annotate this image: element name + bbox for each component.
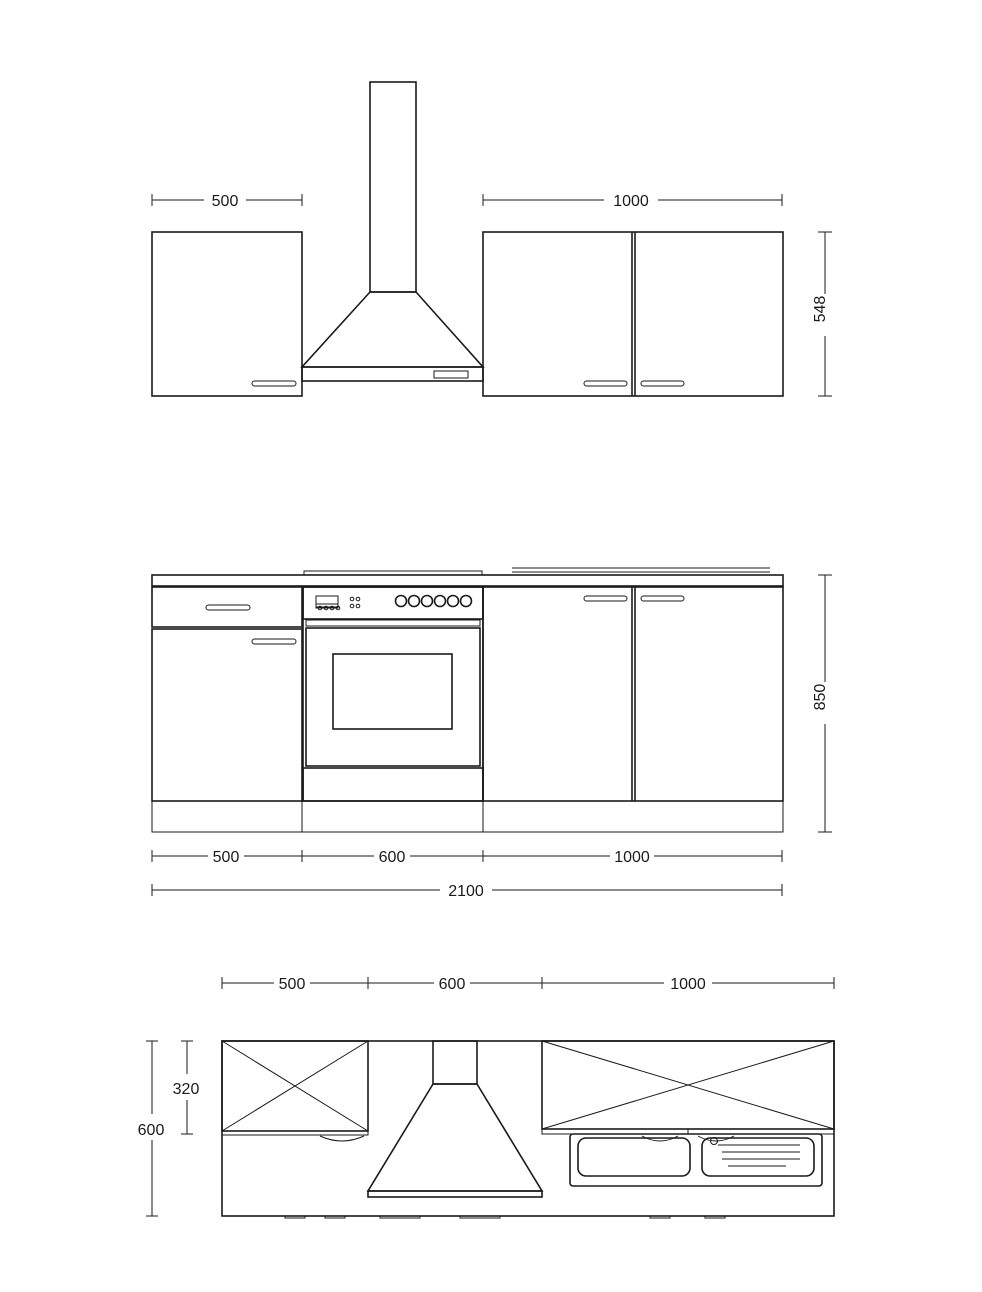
plan-extractor-hood [368,1041,542,1197]
door-handle [252,639,296,644]
dim-label: 2100 [448,883,484,900]
plinth [152,801,783,832]
oven-drawer [303,768,483,801]
dim-label: 548 [812,295,829,323]
dim-label: 1000 [613,193,649,210]
dim-total-width [152,883,782,900]
dim-upper-right-width [483,193,782,210]
dim-base-widths [152,849,782,866]
oven-door [306,628,480,766]
dim-label: 1000 [614,849,650,866]
dim-plan-depths [138,1041,200,1216]
dim-label: 500 [278,976,306,993]
oven-door-handle [306,620,480,626]
oven-unit [303,587,483,801]
dim-label: 320 [172,1081,200,1098]
oven-control-panel [303,587,483,619]
dim-label: 600 [438,976,466,993]
base-cabinet-left [152,587,302,801]
dim-upper-left-width [152,193,302,210]
oven-knobs [396,596,472,607]
cabinet-handle [252,381,296,386]
door-handle [641,596,684,601]
dim-upper-height [812,232,832,396]
handle-outline [320,1136,364,1141]
oven-display [316,596,338,607]
wall-cabinet-right-double [483,232,783,396]
plan-view [138,976,834,1218]
plan-sink [570,1134,822,1186]
cabinet-handle [584,381,627,386]
wall-cabinets-elevation [152,82,832,396]
dim-label: 850 [812,683,829,711]
drawer-front [152,587,302,627]
dim-plan-widths [222,976,834,993]
door-front [152,629,302,801]
wall-cabinet-left [152,232,302,396]
dim-label: 600 [137,1122,165,1139]
hood-control-panel [434,371,468,378]
dim-label: 500 [211,193,239,210]
cabinet-handle [641,381,684,386]
base-cabinets-elevation [152,568,832,900]
extractor-hood [302,82,483,381]
plan-wall-cabinet-right [542,1041,834,1141]
drawer-handle [206,605,250,610]
dim-label: 500 [212,849,240,866]
oven-window [333,654,452,729]
dim-label: 600 [378,849,406,866]
sink-bowl [578,1138,690,1176]
base-cabinet-right-double [483,587,783,801]
worktop [152,568,783,586]
sink-drainer [702,1138,814,1176]
dim-base-height [812,575,832,832]
dim-label: 1000 [670,976,706,993]
plan-wall-cabinet-left [222,1041,368,1141]
door-handle [584,596,627,601]
